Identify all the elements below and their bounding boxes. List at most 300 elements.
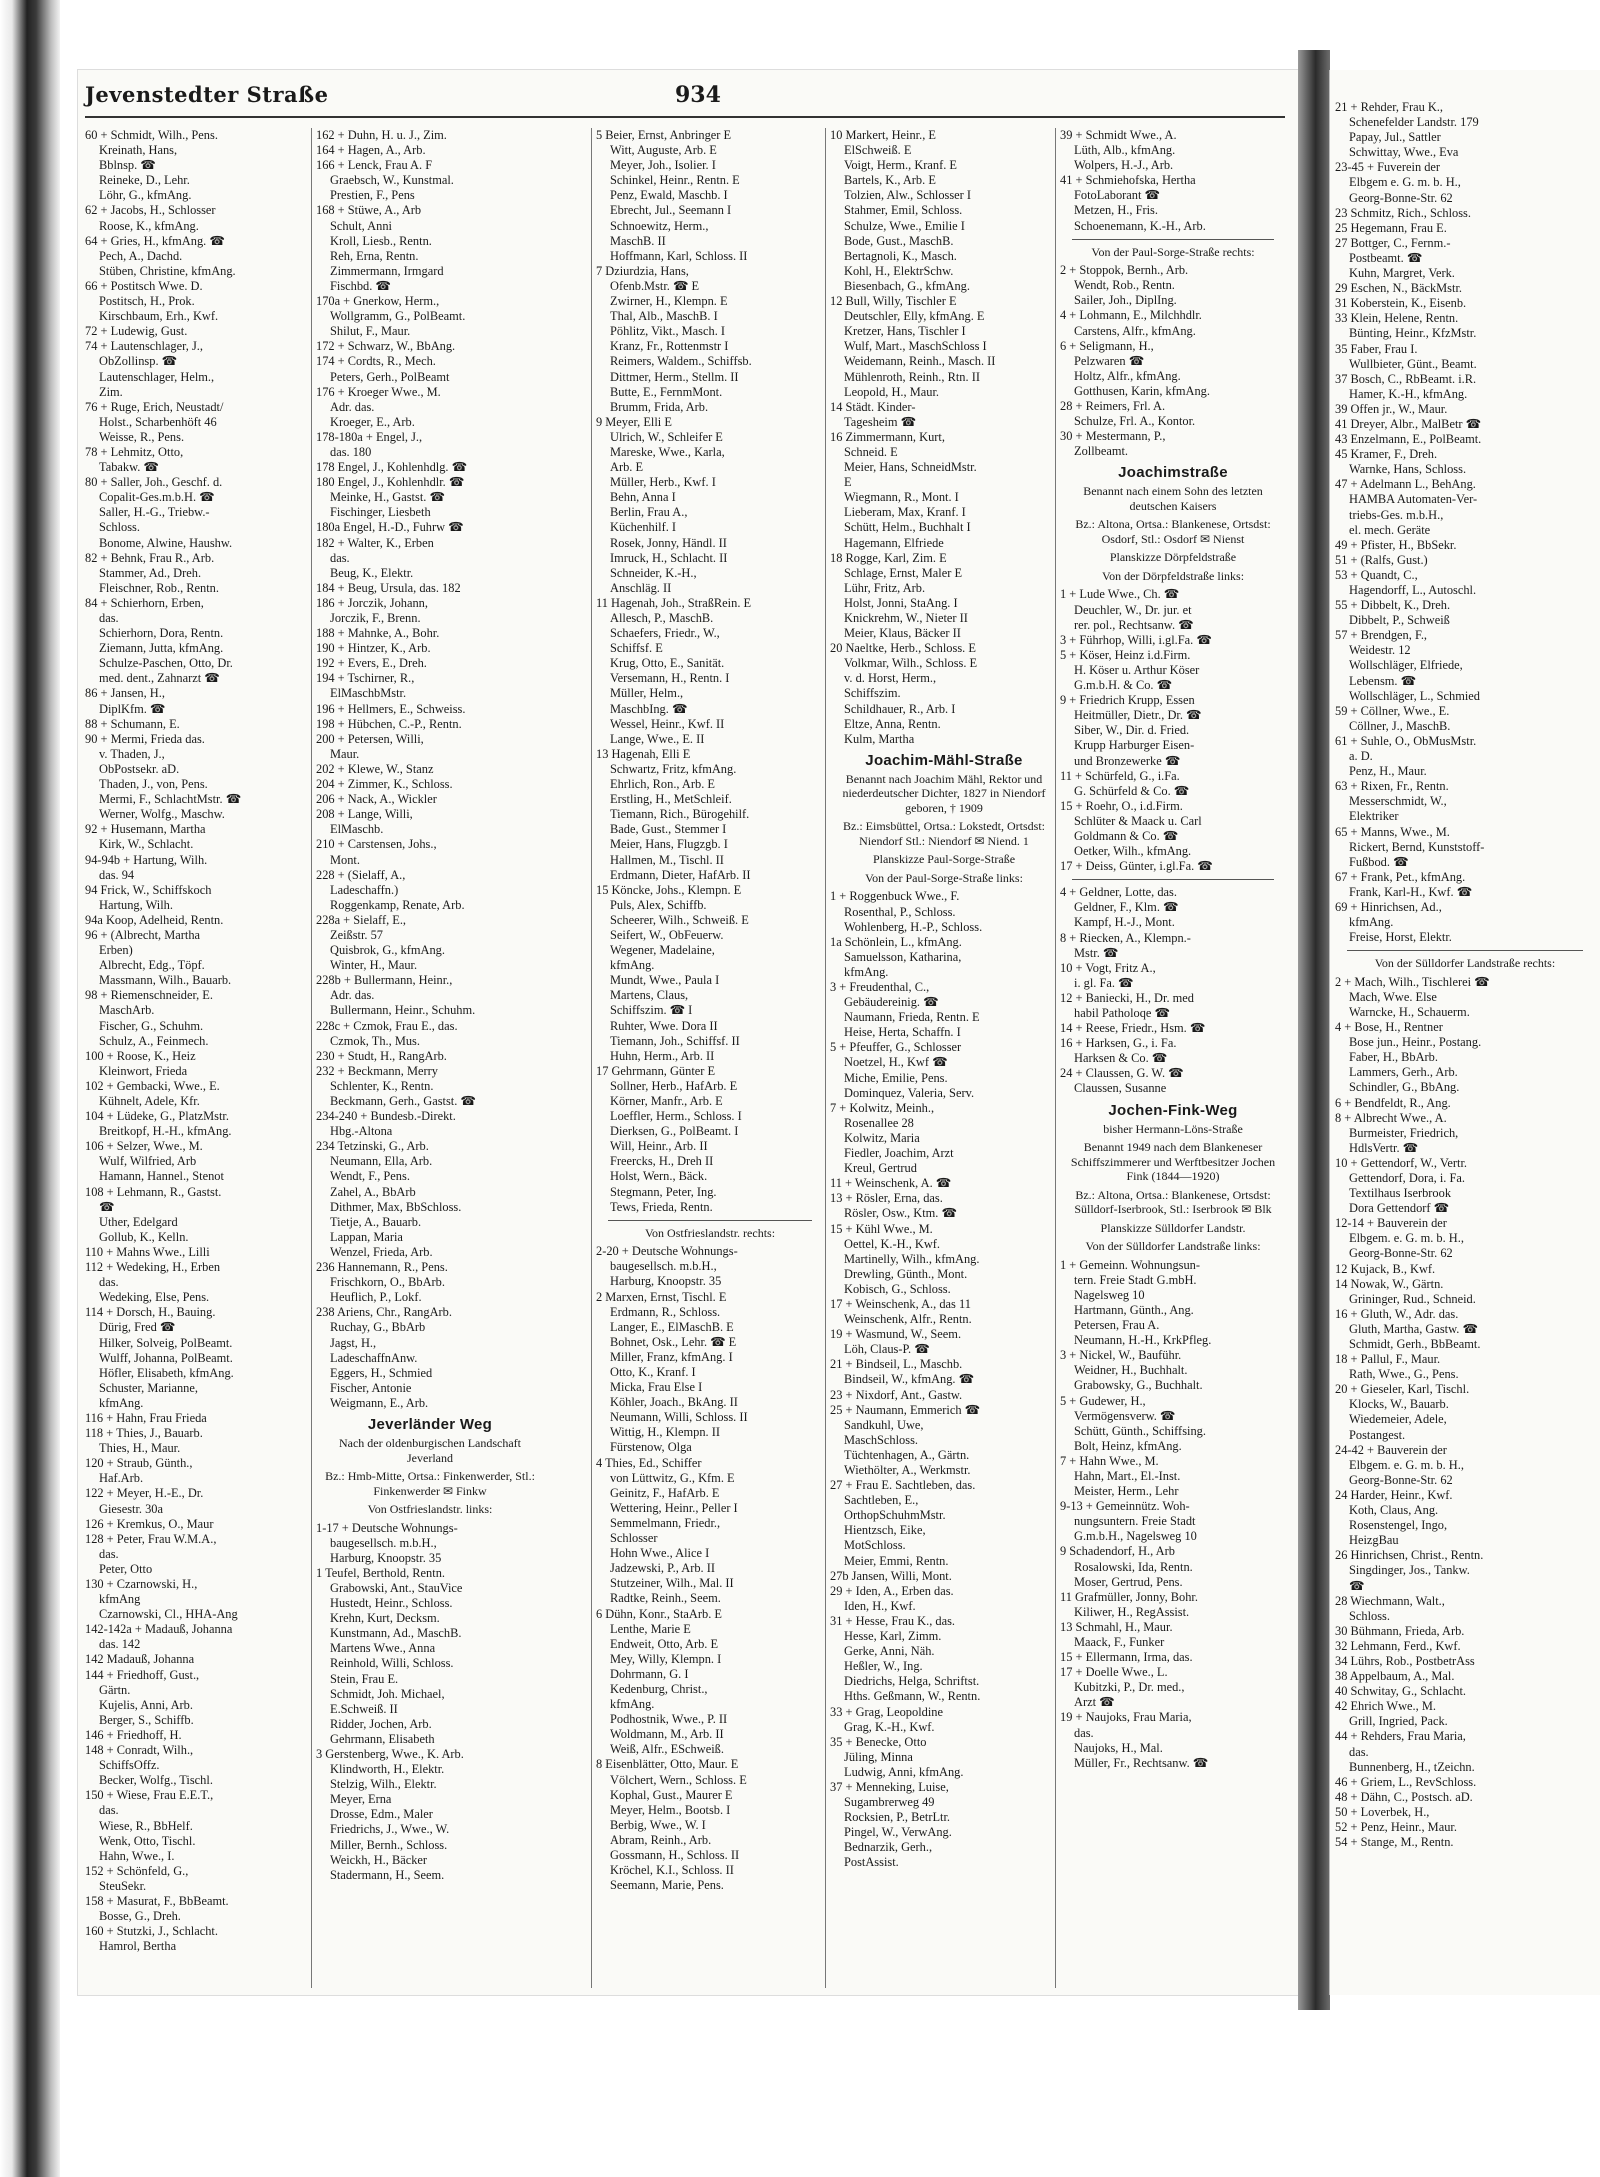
directory-entry-continuation: Ulrich, W., Schleifer E (610, 429, 723, 444)
directory-entry: 29 + Iden, A., Erben das. (830, 1583, 954, 1598)
directory-entry-continuation: H. Köser u. Arthur Köser (1074, 662, 1200, 677)
directory-entry-continuation: Elektriker (1349, 809, 1399, 824)
directory-entry-continuation: Eggers, H., Schmied (330, 1365, 433, 1380)
directory-entry-continuation: Petersen, Frau A. (1074, 1318, 1160, 1333)
directory-entry-continuation: Tews, Frieda, Rentn. (610, 1199, 713, 1214)
directory-entry-continuation: Ruchay, G., BbArb (330, 1320, 426, 1335)
directory-entry: 98 + Riemenschneider, E. (85, 988, 213, 1003)
directory-entry: 7 Dziurdzia, Hans, (596, 263, 689, 278)
directory-entry-continuation: Lenthe, Marie E (610, 1621, 691, 1636)
directory-entry-continuation: v. Thaden, J., (99, 746, 165, 761)
directory-entry: 40 Schwitay, G., Schlacht. (1335, 1684, 1466, 1699)
directory-entry: 15 Köncke, Johs., Klempn. E (596, 882, 742, 897)
directory-entry: 146 + Friedhoff, H. (85, 1727, 182, 1742)
directory-entry-continuation: Harburg, Knoopstr. 35 (330, 1550, 442, 1565)
directory-entry-continuation: Vermögensverw. ☎ (1074, 1408, 1176, 1423)
directory-entry: 61 + Suhle, O., ObMusMstr. (1335, 733, 1477, 748)
directory-entry-continuation: Stüben, Christine, kfmAng. (99, 263, 236, 278)
directory-entry-continuation: Martens Wwe., Anna (330, 1641, 436, 1656)
directory-entry-continuation: Kolwitz, Maria (844, 1130, 920, 1145)
directory-entry-continuation: Rath, Wwe., G., Pens. (1349, 1367, 1459, 1382)
directory-entry: 180 Engel, J., Kohlenhdlr. ☎ (316, 475, 465, 490)
directory-entry: 24 + Claussen, G. W. ☎ (1060, 1066, 1184, 1081)
directory-entry: 15 + Kühl Wwe., M. (830, 1221, 933, 1236)
directory-entry-continuation: Rickert, Bernd, Kunststoff- (1349, 839, 1485, 854)
directory-entry: 54 + Stange, M., Rentn. (1335, 1835, 1454, 1850)
directory-entry-continuation: Stein, Frau E. (330, 1671, 399, 1686)
directory-entry-continuation: das. (99, 1803, 119, 1818)
directory-entry-continuation: Schiffszim. ☎ I (610, 1003, 693, 1018)
directory-entry-continuation: Schlüter & Maack u. Carl (1074, 813, 1202, 828)
directory-entry-continuation: das. (330, 550, 350, 565)
street-note: Von Ostfrieslandstr. links: (367, 1502, 493, 1517)
directory-entry-continuation: Adr. das. (330, 399, 375, 414)
directory-entry-continuation: Kühnelt, Adele, Kfr. (99, 1094, 200, 1108)
directory-entry: 14 Städt. Kinder- (830, 399, 916, 414)
directory-entry-continuation: Pöhlitz, Vikt., Masch. I (610, 324, 726, 339)
directory-entry-continuation: SchiffsOffz. (99, 1758, 160, 1773)
directory-entry-continuation: Schütt, Günth., Schiffsing. (1074, 1423, 1206, 1438)
directory-entry: 41 + Schmiehofska, Hertha (1060, 173, 1196, 188)
directory-entry-continuation: Tolzien, Alw., Schlosser I (844, 188, 972, 203)
directory-entry: 228a + Sielaff, E., (316, 912, 407, 927)
directory-entry-continuation: Mundt, Wwe., Paula I (610, 973, 720, 988)
directory-entry: 172 + Schwarz, W., BbAng. (316, 339, 456, 354)
directory-entry: 162 + Duhn, H. u. J., Zim. (316, 128, 447, 142)
street-note: Planskizze Paul-Sorge-Straße (872, 852, 1016, 867)
directory-entry-continuation: Kohl, H., ElektrSchw. (844, 263, 954, 278)
directory-entry-continuation: Wolpers, H.-J., Arb. (1074, 158, 1174, 173)
directory-columns (85, 128, 1285, 1988)
directory-entry: 28 + Reimers, Frl. A. (1060, 399, 1166, 413)
directory-entry-continuation: Thies, H., Maur. (99, 1441, 181, 1456)
directory-entry-continuation: Eltze, Anna, Rentn. (844, 716, 941, 731)
directory-entry: 47 + Adelmann L., BehAng. (1335, 477, 1476, 492)
directory-entry-continuation: Gebäudereinig. ☎ (844, 995, 939, 1010)
directory-entry: 6 + Seligmann, H., (1060, 338, 1154, 353)
directory-entry: 182 + Walter, K., Erben (316, 535, 434, 550)
directory-entry-continuation: Hamrol, Bertha (99, 1939, 177, 1954)
directory-entry: 37 Bosch, C., RbBeamt. i.R. (1335, 371, 1477, 386)
directory-entry: 12 Bull, Willy, Tischler E (830, 294, 957, 309)
directory-entry: 19 + Wasmund, W., Seem. (830, 1327, 962, 1342)
directory-entry-continuation: Peter, Otto (99, 1561, 153, 1576)
directory-entry: 1 + Gemeinn. Wohnungsun- (1060, 1257, 1200, 1272)
directory-entry-continuation: Bullermann, Heinr., Schuhm. (330, 1003, 476, 1018)
directory-entry: 94a Koop, Adelheid, Rentn. (85, 912, 224, 927)
directory-entry: 238 Ariens, Chr., RangArb. (316, 1305, 452, 1320)
directory-entry-continuation: Wulf, Wilfried, Arb (99, 1154, 197, 1169)
page-gutter (1298, 50, 1330, 2010)
directory-entry-continuation: Schloss. (99, 520, 140, 535)
directory-entry-continuation: triebs-Ges. m.b.H., (1349, 507, 1444, 522)
directory-entry-continuation: Kroll, Liesb., Rentn. (330, 233, 432, 248)
directory-entry-continuation: Schindler, G., BbAng. (1349, 1080, 1460, 1095)
directory-entry-continuation: Knickrehm, W., Nieter II (844, 611, 968, 625)
directory-entry-continuation: kfmAng. (99, 1395, 144, 1410)
directory-entry: 49 + Pfister, H., BbSekr. (1335, 537, 1457, 552)
directory-entry-continuation: Beckmann, Gerh., Gastst. ☎ (330, 1094, 476, 1108)
directory-entry-continuation: Erstling, H., MetSchleif. (610, 792, 732, 807)
directory-entry-continuation: Postbeamt. ☎ (1349, 250, 1423, 265)
directory-entry-continuation: Kretzer, Hans, Tischler I (844, 324, 966, 339)
directory-entry: 142-142a + Madauß, Johanna (85, 1622, 233, 1637)
directory-entry: 94 Frick, W., Schiffskoch (85, 882, 212, 897)
directory-entry: 228 + (Sielaff, A., (316, 867, 406, 882)
directory-entry-continuation: Gehrmann, Elisabeth (330, 1731, 435, 1746)
directory-entry-continuation: Heßler, W., Ing. (844, 1659, 923, 1674)
directory-entry-continuation: Tagesheim ☎ (844, 414, 917, 429)
directory-entry-continuation: Schlage, Ernst, Maler E (844, 565, 963, 580)
directory-entry-continuation: Wiegmann, R., Mont. I (844, 490, 959, 505)
directory-entry: 14 Nowak, W., Gärtn. (1335, 1276, 1444, 1291)
directory-entry-continuation: Kubitzki, P., Dr. med., (1074, 1680, 1185, 1695)
directory-entry-continuation: Imruck, H., Schlacht. II (610, 550, 728, 565)
directory-entry: 15 + Roehr, O., i.d.Firm. (1060, 798, 1183, 813)
directory-entry-continuation: Köhler, Joach., BkAng. II (610, 1395, 738, 1410)
directory-entry-continuation: Wenzel, Frieda, Arb. (330, 1244, 433, 1259)
directory-entry: 122 + Meyer, H.-E., Dr. (85, 1486, 204, 1501)
directory-entry-continuation: Schmidt, Joh. Michael, (330, 1686, 445, 1701)
directory-entry-continuation: Jagst, H., (330, 1335, 377, 1350)
street-note: Bz.: Altona, Ortsa.: Blankenese, Ortsdst: Sülldorf-Iserbrook, Stl.: Iserbrook ✉ Blk (1074, 1187, 1272, 1217)
directory-entry: 188 + Mahnke, A., Bohr. (316, 626, 440, 641)
directory-entry-continuation: Hartmann, Günth., Ang. (1074, 1302, 1194, 1317)
directory-entry-continuation: Schierhorn, Dora, Rentn. (99, 626, 224, 641)
directory-entry: 78 + Lehmitz, Otto, (85, 444, 184, 459)
directory-entry-continuation: Gollub, K., Kelln. (99, 1229, 189, 1244)
directory-entry-continuation: Naujoks, H., Mal. (1074, 1740, 1163, 1755)
directory-entry-continuation: Berger, S., Schiffb. (99, 1712, 194, 1727)
directory-entry: 16 + Gluth, W., Adr. das. (1335, 1306, 1459, 1321)
directory-entry: 94-94b + Hartung, Wilh. (85, 852, 208, 867)
directory-entry: 3 + Führhop, Willi, i.gl.Fa. ☎ (1060, 632, 1212, 647)
directory-entry: 10 + Vogt, Fritz A., (1060, 960, 1156, 975)
directory-entry-continuation: Wiethölter, A., Werkmstr. (844, 1463, 971, 1477)
directory-entry: 208 + Lange, Willi, (316, 807, 413, 822)
directory-entry-continuation: Roggenkamp, Renate, Arb. (330, 897, 465, 912)
directory-entry-continuation: Harburg, Knoopstr. 35 (610, 1274, 722, 1289)
street-heading: Joachim-Mähl-Straße (865, 751, 1023, 769)
directory-entry-continuation: das. 180 (330, 444, 372, 459)
directory-entry: 35 + Benecke, Otto (830, 1734, 927, 1749)
directory-entry-continuation: Gärtn. (99, 1682, 131, 1697)
directory-entry-continuation: Völchert, Wern., Schloss. E (610, 1772, 747, 1787)
directory-entry: 41 Dreyer, Albr., MalBetr ☎ (1335, 416, 1482, 431)
street-note: Benannt 1949 nach dem Blankeneser Schiffszimmerer und Werftbesitzer Jochen Fink (1844—1920) (1070, 1140, 1276, 1184)
directory-entry-continuation: Warncke, H., Schauerm. (1349, 1004, 1470, 1019)
directory-entry: 23-45 + Fuverein der (1335, 160, 1441, 175)
directory-entry-continuation: Mermi, F., SchlachtMstr. ☎ (99, 792, 242, 807)
directory-entry-continuation: Maack, F., Funker (1074, 1635, 1165, 1649)
directory-entry-continuation: Lammers, Gerh., Arb. (1349, 1065, 1458, 1080)
directory-entry: 14 + Reese, Friedr., Hsm. ☎ (1060, 1021, 1206, 1036)
directory-entry: 202 + Klewe, W., Stanz (316, 761, 434, 776)
street-note: Von der Sülldorfer Landstraße links: (1085, 1239, 1261, 1254)
directory-entry-continuation: Ruhter, Wwe. Dora II (610, 1018, 718, 1033)
directory-entry-continuation: Breitkopf, H.-H., kfmAng. (99, 1124, 232, 1139)
directory-entry-continuation: Copalit-Ges.m.b.H. ☎ (99, 490, 215, 505)
directory-column-5 (1055, 128, 1286, 1988)
directory-entry-continuation: Frischkorn, O., BbArb. (330, 1275, 445, 1290)
directory-entry-continuation: Neumann, H.-H., KrkPfleg. (1074, 1333, 1212, 1348)
directory-entry-continuation: Oettel, K.-H., Kwf. (844, 1236, 941, 1251)
directory-entry-continuation: Georg-Bonne-Str. 62 (1349, 1246, 1453, 1261)
directory-entry: 110 + Mahns Wwe., Lilli (85, 1244, 210, 1259)
directory-entry-continuation: Roose, K., kfmAng. (99, 218, 199, 233)
directory-entry-continuation: Hahn, Wwe., I. (99, 1848, 175, 1863)
directory-entry-continuation: Lebensm. ☎ (1349, 673, 1417, 688)
directory-entry-continuation: Wiese, R., BbHelf. (99, 1818, 193, 1833)
directory-entry-continuation: Kirschbaum, Erh., Kwf. (99, 309, 219, 324)
directory-entry-continuation: Hagemann, Elfriede (844, 535, 944, 550)
directory-entry-continuation: Dithmer, Max, BbSchloss. (330, 1199, 462, 1214)
directory-entry: 234 Tetzinski, G., Arb. (316, 1139, 429, 1154)
street-note: Benannt nach Joachim Mähl, Rektor und niederdeutscher Dichter, 1827 in Niendorf geboren, † 1909 (842, 771, 1046, 815)
directory-entry-continuation: Lautenschlager, Helm., (99, 369, 215, 384)
directory-entry-continuation: Dittmer, Herm., Stellm. II (610, 369, 739, 384)
directory-entry-continuation: Hagendorff, L., Autoschl. (1349, 583, 1477, 597)
directory-entry-continuation: Bunnenberg, H., tZeichn. (1349, 1759, 1475, 1774)
directory-entry-continuation: Schulze, Frl. A., Kontor. (1074, 414, 1196, 429)
directory-entry: 6 Dühn, Konr., StaArb. E (596, 1606, 722, 1621)
directory-entry-continuation: Naumann, Frieda, Rentn. E (844, 1010, 980, 1025)
directory-entry: 28 Wiechmann, Walt., (1335, 1593, 1445, 1608)
directory-entry-continuation: Holst, Jonni, StaAng. I (844, 595, 958, 610)
directory-entry-continuation: Meier, Hans, SchneidMstr. (844, 460, 977, 475)
directory-entry-continuation: Postangest. (1349, 1427, 1406, 1442)
directory-entry: 106 + Selzer, Wwe., M. (85, 1139, 203, 1154)
street-heading: Jeverländer Weg (367, 1415, 493, 1433)
directory-entry-continuation: FotoLaborant ☎ (1074, 188, 1160, 203)
directory-entry-continuation: Quisbrok, G., kfmAng. (330, 943, 445, 958)
directory-entry-continuation: Müller, Helm., (610, 686, 684, 701)
directory-entry-continuation: Miche, Emilie, Pens. (844, 1070, 948, 1085)
directory-entry-continuation: tern. Freie Stadt G.mbH. (1074, 1272, 1197, 1287)
directory-entry: 2 Marxen, Ernst, Tischl. E (596, 1289, 727, 1304)
directory-entry-continuation: Czarnowski, Cl., HHA-Ang (99, 1607, 238, 1622)
directory-entry-continuation: Textilhaus Iserbrook (1349, 1186, 1452, 1201)
directory-entry-continuation: Stutzeiner, Wilh., Mal. II (610, 1576, 734, 1591)
directory-entry-continuation: Faber, H., BbArb. (1349, 1050, 1438, 1065)
directory-entry: 39 + Schmidt Wwe., A. (1060, 128, 1177, 142)
directory-entry-continuation: Mareske, Wwe., Karla, (610, 444, 725, 459)
directory-entry: 37 + Menneking, Luise, (830, 1779, 949, 1794)
directory-entry-continuation: Bünting, Heinr., KfzMstr. (1349, 326, 1477, 341)
directory-entry-continuation: Zwirner, H., Klempn. E (610, 294, 728, 309)
directory-entry-continuation: Winter, H., Maur. (330, 958, 418, 973)
street-note: Planskizze Dörpfeldstraße (1109, 550, 1237, 565)
section-divider (608, 1220, 812, 1221)
directory-entry: 5 + Gudewer, H., (1060, 1393, 1146, 1408)
directory-entry-continuation: Wendt, F., Pens. (330, 1169, 410, 1184)
directory-entry-continuation: Meister, Herm., Lehr (1074, 1484, 1179, 1499)
directory-entry: 17 + Doelle Wwe., L. (1060, 1665, 1168, 1680)
directory-entry: 4 + Geldner, Lotte, das. (1060, 885, 1177, 900)
directory-entry: 142 Madauß, Johanna (85, 1652, 195, 1667)
directory-entry: 7 + Hahn Wwe., M. (1060, 1453, 1159, 1468)
street-note: bisher Hermann-Löns-Straße (1103, 1121, 1243, 1136)
directory-entry-continuation: E.Schweiß. II (330, 1701, 398, 1716)
directory-entry: 196 + Hellmers, E., Schweiss. (316, 701, 466, 716)
directory-entry: 31 + Hesse, Frau K., das. (830, 1613, 956, 1628)
directory-entry-continuation: MotSchloss. (844, 1538, 906, 1553)
directory-entry-continuation: Schiffszim. (844, 686, 901, 701)
directory-entry-continuation: Hallmen, M., Tischl. II (610, 852, 724, 867)
directory-entry-continuation: Schütt, Helm., Buchhalt I (844, 520, 971, 535)
directory-entry: 17 + Weinschenk, A., das 11 (830, 1296, 971, 1311)
directory-entry: 51 + (Ralfs, Gust.) (1335, 552, 1428, 567)
directory-entry: 57 + Brendgen, F., (1335, 628, 1428, 643)
directory-entry-continuation: HeizgBau (1349, 1533, 1399, 1548)
directory-entry: 74 + Lautenschlager, J., (85, 339, 203, 354)
directory-entry-continuation: Sachtleben, E., (844, 1493, 919, 1508)
directory-entry-continuation: Kranz, Fr., Rottenmstr I (610, 339, 729, 354)
directory-entry-continuation: Wohlenberg, H.-P., Schloss. (844, 919, 983, 934)
directory-entry-continuation: Seemann, Marie, Pens. (610, 1878, 724, 1893)
directory-entry: 90 + Mermi, Frieda das. (85, 731, 205, 746)
directory-entry-continuation: Bose jun., Heinr., Postang. (1349, 1035, 1482, 1050)
directory-entry: 50 + Loverbek, H., (1335, 1804, 1430, 1819)
directory-entry-continuation: G.m.b.H., Nagelsweg 10 (1074, 1529, 1197, 1544)
directory-entry-continuation: Loeffler, Herm., Schloss. I (610, 1109, 742, 1124)
street-note: Planskizze Sülldorfer Landstr. (1100, 1220, 1246, 1235)
directory-entry: 24-42 + Bauverein der (1335, 1442, 1447, 1457)
directory-entry: 174 + Cordts, R., Mech. (316, 354, 436, 369)
directory-entry: 228c + Czmok, Frau E., das. (316, 1018, 458, 1033)
directory-entry-continuation: Ofenb.Mstr. ☎ E (610, 278, 700, 293)
directory-entry-continuation: Kophal, Gust., Maurer E (610, 1787, 733, 1802)
directory-entry-continuation: Elbgem e. G. m. b. H., (1349, 175, 1461, 190)
directory-entry-continuation: Drosse, Edm., Maler (330, 1807, 433, 1822)
directory-entry-continuation: Hamer, K.-H., kfmAng. (1349, 386, 1468, 401)
directory-entry-continuation: HAMBA Automaten-Ver- (1349, 492, 1478, 507)
directory-entry-continuation: Giesestr. 30a (99, 1501, 164, 1516)
directory-entry-continuation: Hohn Wwe., Alice I (610, 1546, 710, 1561)
directory-entry-continuation: Dora Gettendorf ☎ (1349, 1201, 1450, 1216)
directory-entry: 39 Offen jr., W., Maur. (1335, 401, 1448, 416)
directory-entry: 18 Rogge, Karl, Zim. E (830, 550, 947, 565)
directory-entry-continuation: Tietje, A., Bauarb. (330, 1214, 422, 1229)
directory-entry: 5 + Pfeuffer, G., Schlosser (830, 1040, 962, 1055)
directory-entry-continuation: Georg-Bonne-Str. 62 (1349, 1472, 1453, 1487)
directory-entry: 10 + Gettendorf, W., Vertr. (1335, 1155, 1468, 1170)
directory-entry-continuation: Klocks, W., Bauarb. (1349, 1397, 1449, 1412)
directory-entry-continuation: Pelzwaren ☎ (1074, 353, 1145, 368)
directory-entry-continuation: Kulm, Martha (844, 731, 915, 746)
directory-entry: 11 Grafmüller, Jonny, Bohr. (1060, 1589, 1198, 1604)
directory-entry-continuation: i. gl. Fa. ☎ (1074, 975, 1134, 990)
directory-entry-continuation: Hahn, Mart., El.-Inst. (1074, 1468, 1181, 1483)
directory-entry-continuation: Claussen, Susanne (1074, 1081, 1167, 1096)
directory-entry-continuation: Penz, H., Maur. (1349, 764, 1427, 779)
directory-entry-continuation: Martinelly, Wilh., kfmAng. (844, 1251, 980, 1266)
directory-entry-continuation: Radtke, Reinh., Seem. (610, 1591, 721, 1606)
directory-entry-continuation: Ehrlich, Ron., Arb. E (610, 777, 715, 792)
directory-entry-continuation: Zeißstr. 57 (330, 927, 383, 942)
directory-entry-continuation: Bolt, Heinz, kfmAng. (1074, 1438, 1182, 1453)
directory-entry: 8 + Albrecht Wwe., A. (1335, 1110, 1447, 1125)
directory-entry-continuation: Meyer, Joh., Isolier. I (610, 158, 716, 173)
directory-entry-continuation: Will, Heinr., Arb. II (610, 1139, 708, 1154)
directory-entry-continuation: Schulze-Paschen, Otto, Dr. (99, 656, 233, 671)
directory-entry-continuation: Haf.Arb. (99, 1471, 144, 1486)
directory-entry-continuation: Rosek, Jonny, Händl. II (610, 535, 727, 550)
directory-entry: 5 + Köser, Heinz i.d.Firm. (1060, 647, 1191, 662)
directory-entry: 116 + Hahn, Frau Frieda (85, 1410, 207, 1425)
directory-entry-continuation: Czmok, Th., Mus. (330, 1033, 420, 1048)
directory-entry: 118 + Thies, J., Bauarb. (85, 1426, 203, 1441)
directory-entry-continuation: Kiliwer, H., RegAssist. (1074, 1604, 1190, 1619)
directory-entry-continuation: Neumann, Willi, Schloss. II (610, 1410, 748, 1425)
directory-entry-continuation: Werner, Wolfg., Maschw. (99, 807, 225, 822)
directory-entry: 30 Bühmann, Frieda, Arb. (1335, 1623, 1465, 1638)
directory-entry-continuation: kfmAng. (610, 958, 655, 973)
directory-entry-continuation: Schulz, A., Feinmech. (99, 1033, 209, 1048)
directory-entry: 32 Lehmann, Ferd., Kwf. (1335, 1638, 1461, 1653)
directory-entry-continuation: das. (1349, 1744, 1369, 1759)
directory-entry-continuation: Schneid. E (844, 444, 898, 459)
directory-entry-continuation: Klindworth, H., Elektr. (330, 1762, 445, 1777)
directory-entry-continuation: Weickh, H., Bäcker (330, 1852, 428, 1867)
directory-entry-continuation: Miller, Bernh., Schloss. (330, 1837, 448, 1852)
directory-entry-continuation: Wollgramm, G., PolBeamt. (330, 309, 466, 324)
directory-entry-continuation: Jüling, Minna (844, 1749, 913, 1764)
directory-entry: 206 + Nack, A., Wickler (316, 792, 437, 807)
directory-entry-continuation: Lieberam, Max, Kranf. I (844, 505, 966, 520)
directory-entry-continuation: kfmAng. (844, 964, 889, 979)
directory-entry: 76 + Ruge, Erich, Neustadt/ (85, 399, 224, 414)
directory-entry-continuation: das. (99, 611, 119, 625)
directory-entry: 170a + Gnerkow, Herm., (316, 294, 440, 309)
directory-entry-continuation: Rosenthal, P., Schloss. (844, 904, 956, 919)
directory-entry-continuation: Jorczik, F., Brenn. (330, 611, 421, 625)
directory-entry: 1a Schönlein, L., kfmAng. (830, 934, 962, 949)
directory-entry-continuation: Becker, Wolfg., Tischl. (99, 1773, 213, 1788)
directory-entry-continuation: Behn, Anna I (610, 490, 676, 505)
directory-entry-continuation: Wulf, Mart., MaschSchloss I (844, 339, 987, 354)
directory-entry-continuation: Biesenbach, G., kfmAng. (844, 278, 970, 293)
directory-entry-continuation: Kreinath, Hans, (99, 143, 178, 158)
directory-entry-continuation: Drewling, Günth., Mont. (844, 1266, 968, 1281)
directory-entry-continuation: Hartung, Wilh. (99, 897, 173, 912)
directory-entry-continuation: Grabowski, Ant., StauVice (330, 1580, 463, 1595)
book-spine-shadow (0, 0, 60, 2177)
directory-entry-continuation: Bosse, G., Dreh. (99, 1909, 181, 1924)
directory-entry: 29 Eschen, N., BäckMstr. (1335, 281, 1462, 296)
directory-entry-continuation: Geldner, F., Klm. ☎ (1074, 900, 1179, 915)
directory-entry-continuation: Graebsch, W., Kunstmal. (330, 173, 454, 188)
directory-entry: 17 Gehrmann, Günter E (596, 1063, 716, 1078)
directory-entry-continuation: das. (99, 1546, 119, 1561)
directory-entry-continuation: Hesse, Karl, Zimm. (844, 1629, 942, 1644)
directory-entry-continuation: Rosalowski, Ida, Rentn. (1074, 1559, 1193, 1574)
directory-entry-continuation: Shilut, F., Maur. (330, 324, 411, 339)
directory-entry-continuation: das. 142 (99, 1637, 141, 1652)
directory-entry-continuation: von Lüttwitz, G., Kfm. E (610, 1470, 735, 1485)
directory-entry: 23 Schmitz, Rich., Schloss. (1335, 205, 1471, 220)
directory-entry-continuation: Fürstenow, Olga (610, 1440, 692, 1455)
directory-entry-continuation: Kroeger, E., Arb. (330, 414, 415, 429)
directory-entry-continuation: rer. pol., Rechtsanw. ☎ (1074, 617, 1194, 632)
directory-entry: 210 + Carstensen, Johs., (316, 837, 437, 852)
directory-entry-continuation: Dierksen, G., PolBeamt. I (610, 1124, 739, 1139)
directory-entry: 164 + Hagen, A., Arb. (316, 143, 426, 158)
street-note: Bz.: Eimsbüttel, Ortsa.: Lokstedt, Ortsdst: Niendorf Stl.: Niendorf ✉ Niend. 1 (843, 819, 1045, 848)
directory-entry: 38 Appelbaum, A., Mal. (1335, 1669, 1455, 1684)
directory-entry-continuation: Brumm, Frida, Arb. (610, 399, 709, 414)
street-note: Bz.: Altona, Ortsa.: Blankenese, Ortsdst: Osdorf, Stl.: Osdorf ✉ Nienst (1075, 517, 1271, 546)
